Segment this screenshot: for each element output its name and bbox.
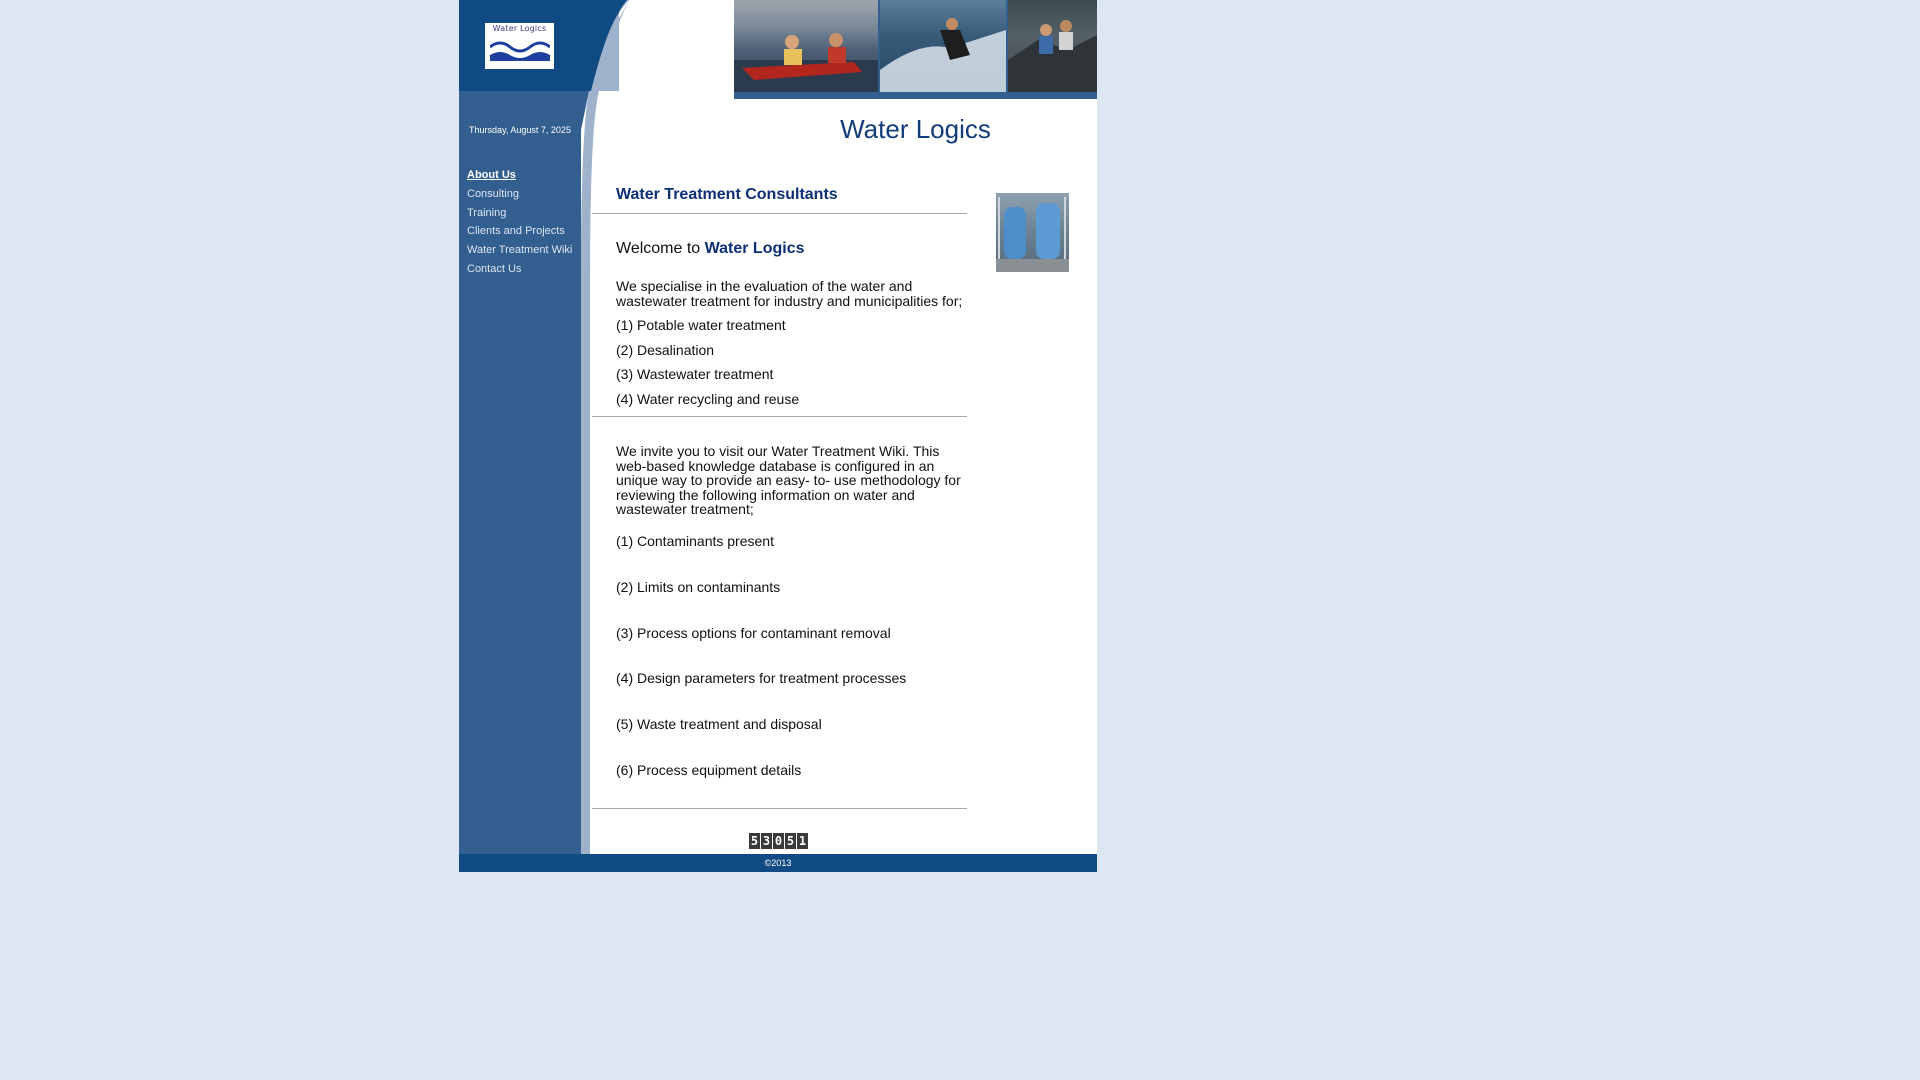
page xyxy=(459,0,1097,872)
divider xyxy=(592,213,967,214)
page-heading: Water Treatment Consultants xyxy=(616,186,838,203)
rocks-photo xyxy=(1008,0,1097,92)
welcome-heading xyxy=(616,240,805,258)
divider xyxy=(592,416,967,417)
counter-digit: 5 xyxy=(786,834,795,848)
service-item: (2) Desalination xyxy=(616,342,715,358)
logo-text: Water Logics xyxy=(492,24,547,33)
wiki-item: (6) Process equipment details xyxy=(616,762,802,778)
waterski-photo xyxy=(880,0,1006,92)
welcome-brand: Water Logics xyxy=(704,240,805,257)
wiki-item: (1) Contaminants present xyxy=(616,533,774,549)
nav-about-us[interactable]: About Us xyxy=(467,169,516,181)
service-item: (3) Wastewater treatment xyxy=(616,366,774,382)
wiki-item: (5) Waste treatment and disposal xyxy=(616,716,822,732)
nav-clients-projects[interactable]: Clients and Projects xyxy=(467,225,565,238)
wiki-item: (3) Process options for contaminant removal xyxy=(616,625,891,641)
intro-text: We specialise in the evaluation of the water and wastewater treatment for industry and municipalities for; xyxy=(616,278,963,309)
counter-digit: 3 xyxy=(762,834,771,848)
footer xyxy=(459,854,1097,872)
wiki-item: (4) Design parameters for treatment processes xyxy=(616,670,907,686)
wiki-item: (2) Limits on contaminants xyxy=(616,579,781,595)
nav-training[interactable]: Training xyxy=(467,206,507,219)
treatment-plant-photo xyxy=(996,193,1069,272)
hit-counter xyxy=(749,833,809,849)
counter-digit: 0 xyxy=(774,834,783,848)
service-item: (4) Water recycling and reuse xyxy=(616,391,800,407)
nav-water-treatment-wiki[interactable]: Water Treatment Wiki xyxy=(467,244,573,257)
main-nav xyxy=(467,166,572,279)
page-scrollbar[interactable] xyxy=(1557,0,1568,882)
welcome-prefix: Welcome to xyxy=(616,240,705,257)
nav-consulting[interactable]: Consulting xyxy=(467,187,519,200)
nav-contact-us[interactable]: Contact Us xyxy=(467,262,522,275)
wiki-intro-text: We invite you to visit our Water Treatment Wiki. This web-based knowledge database is configured in an unique way to provide an easy- to- use methodology for reviewing the following information on water and wastewater treatment; xyxy=(616,443,961,518)
canoe-photo xyxy=(734,0,878,92)
counter-digit: 5 xyxy=(750,834,759,848)
service-item: (1) Potable water treatment xyxy=(616,317,786,333)
copyright: ©2013 xyxy=(764,858,792,868)
divider xyxy=(592,808,967,809)
header-photo-strip xyxy=(734,0,1097,99)
logo[interactable] xyxy=(485,23,554,69)
counter-digit: 1 xyxy=(798,834,807,848)
site-title: Water Logics xyxy=(840,114,991,144)
wave-logo-icon xyxy=(490,35,550,61)
current-date: Thursday, August 7, 2025 xyxy=(469,125,571,135)
